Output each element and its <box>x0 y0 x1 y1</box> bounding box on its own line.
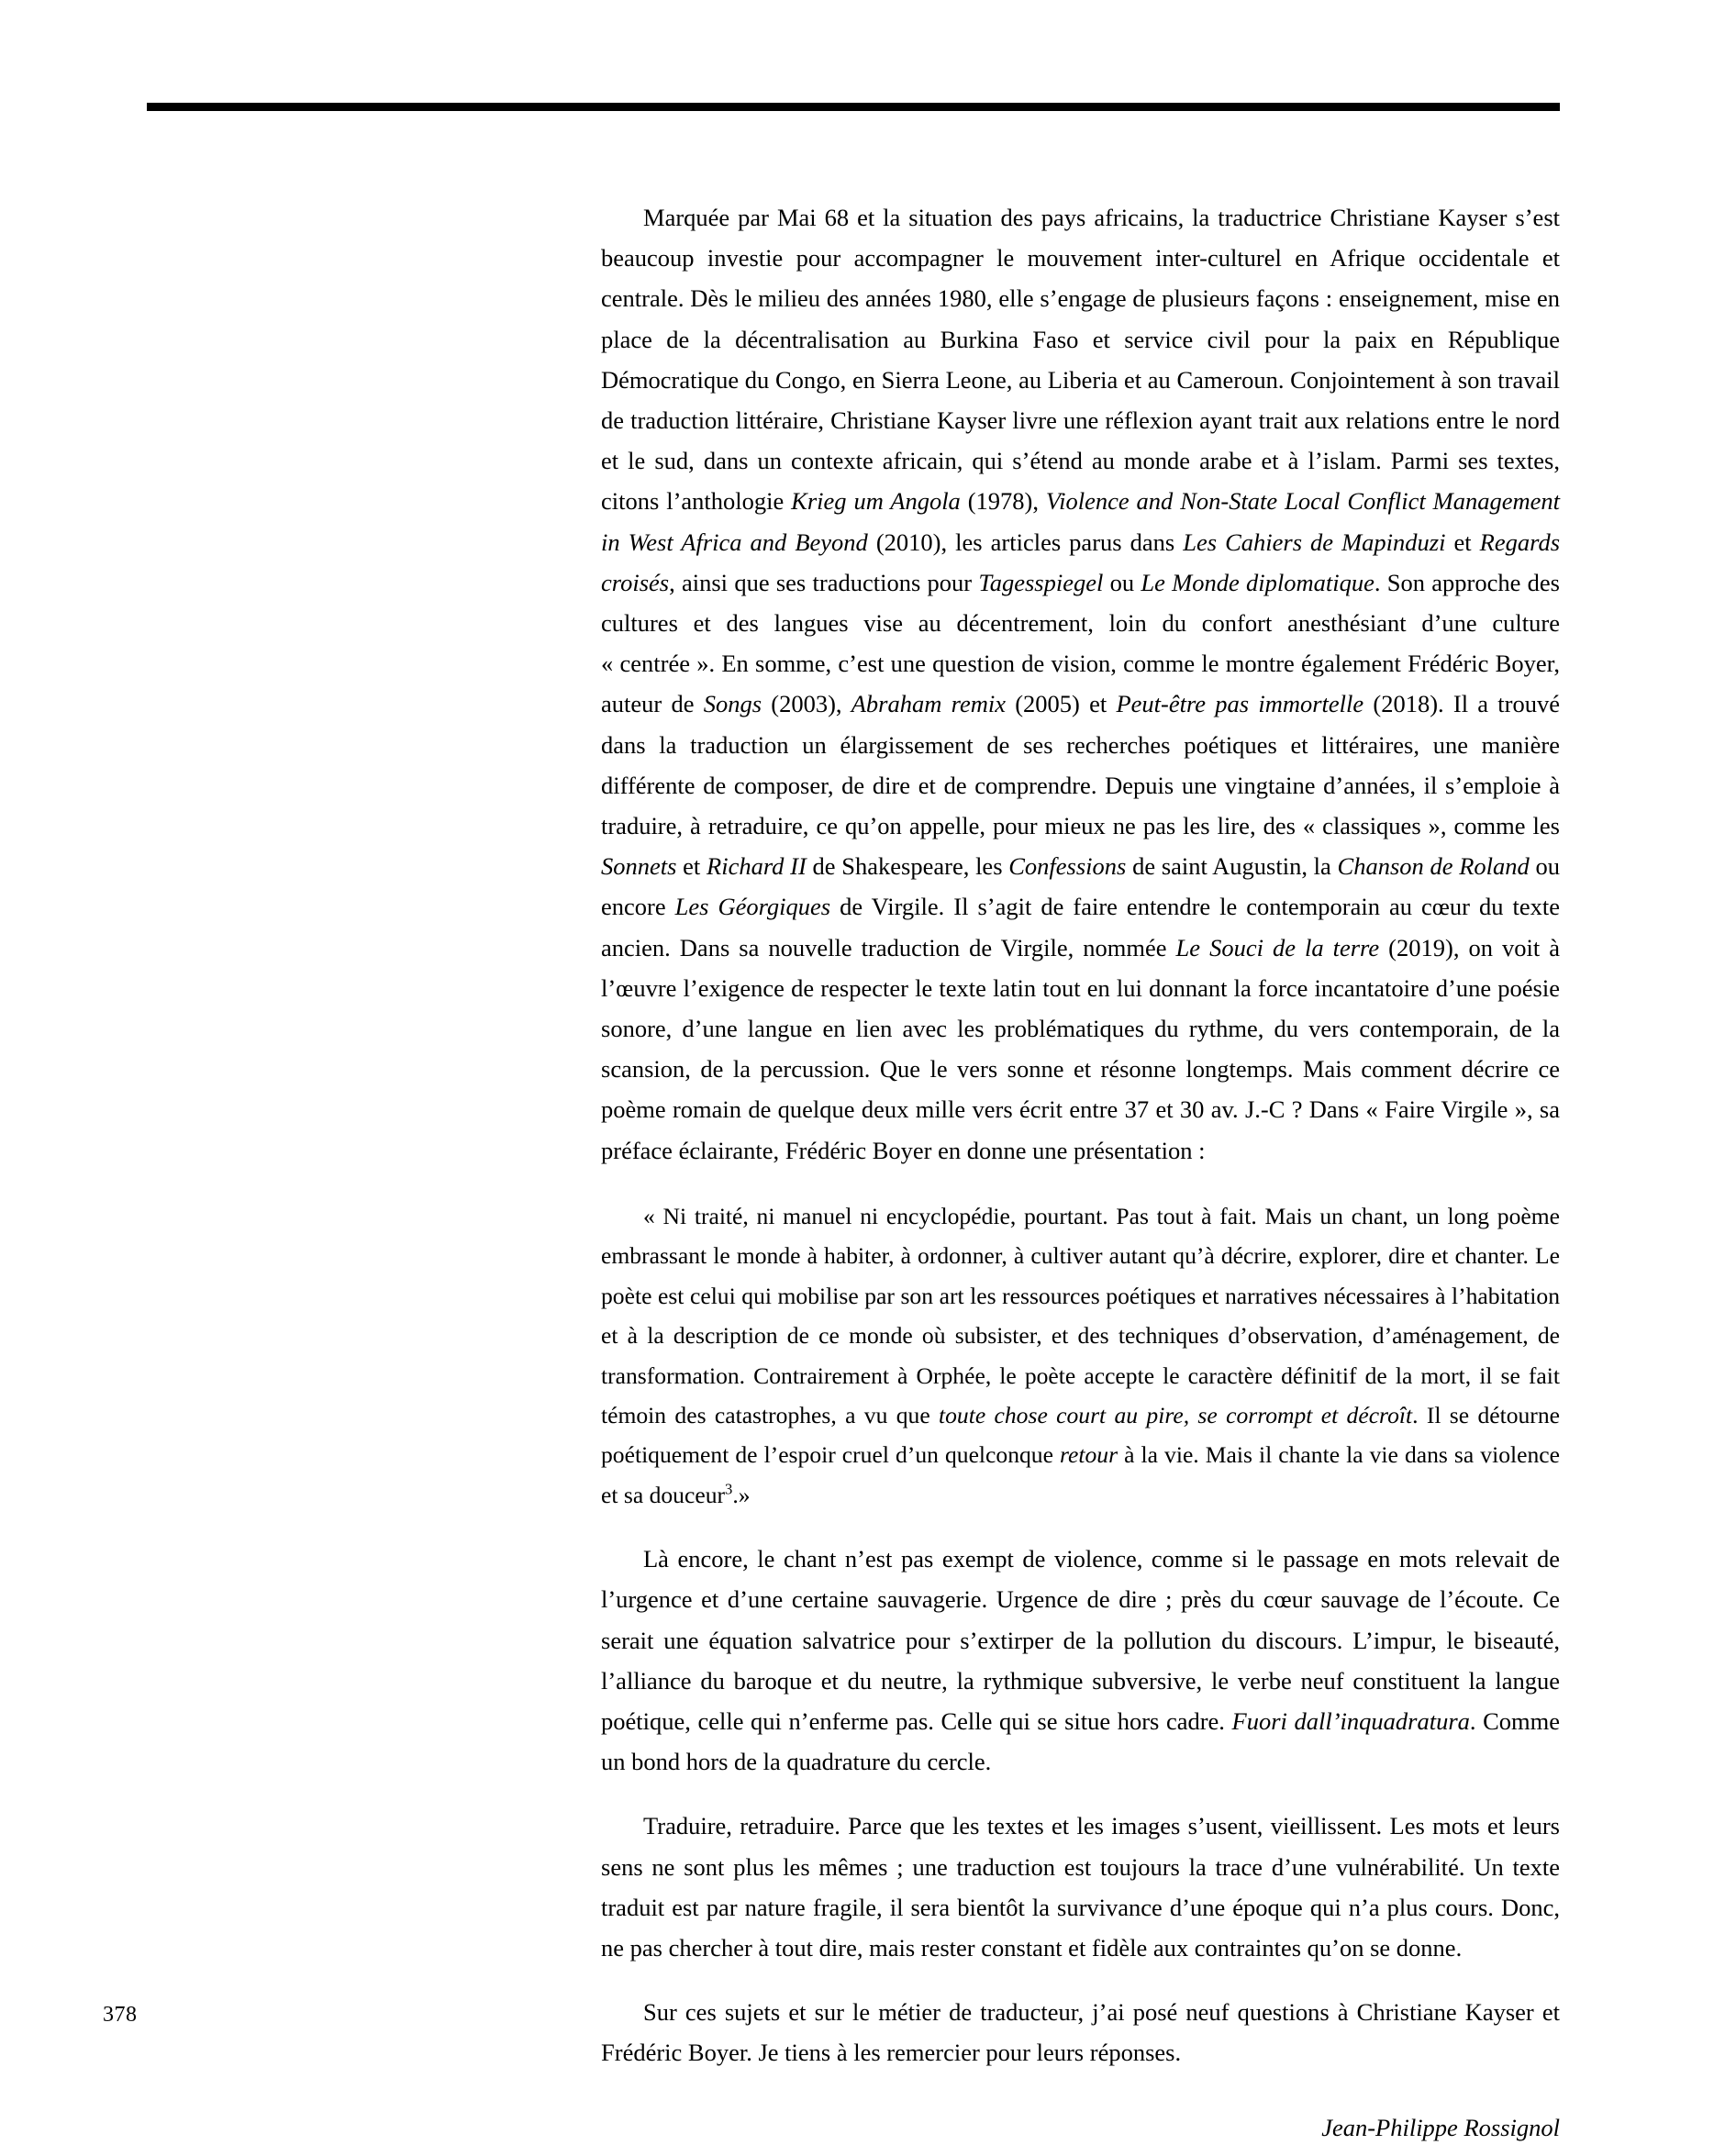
quote-paragraph: « Ni traité, ni manuel ni encyclopédie, pourtant. Pas tout à fait. Mais un chant, un long poème embrassant le monde à habiter, à ordonner, à cultiver autant qu’à décrire, explorer, dire et chanter. Le poète est celui qui mobilise par son art les ressources poétiques et narratives nécessaires à l’habitation et à la description de ce monde où subsister, et des techniques d’observation, d’aménagement, de transformation. Contrairement à Orphée, le poète accepte le caractère définitif de la mort, il se fait témoin des catastrophes, a vu que toute chose court au pire, se corrompt et décroît. Il se détourne poétiquement de l’espoir cruel d’un quelconque retour à la vie. Mais il chante la vie dans sa violence et sa douceur$^3$.» <box>601 1202 1560 1508</box>
author-signature: Jean-Philippe Rossignol <box>1321 2113 1560 2141</box>
paragraph-intro: Marquée par Mai 68 et la situation des pays africains, la traductrice Christiane Kayser s’est beaucoup investie pour accompagner le mouvement inter-culturel en Afrique occidentale et centrale. Dès le milieu des années 1980, elle s’engage de plusieurs façons : enseignement, mise en place de la décentralisation au Burkina Faso et service civil pour la paix en République Démocratique du Congo, en Sierra Leone, au Liberia et au Cameroun. Conjointement à son travail de traduction littéraire, Christiane Kayser livre une réflexion ayant trait aux relations entre le nord et le sud, dans un contexte africain, qui s’étend au monde arabe et à l’islam. Parmi ses textes, citons l’anthologie Krieg um Angola (1978), Violence and Non-State Local Conflict Management in West Africa and Beyond (2010), les articles parus dans Les Cahiers de Mapinduzi et Regards croisés, ainsi que ses traductions pour Tagesspiegel ou Le Monde diplomatique. Son approche des cultures et des langues vise au décentrement, loin du confort anesthésiant d’une culture « centrée ». En somme, c’est une question de vision, comme le montre également Frédéric Boyer, auteur de Songs (2003), Abraham remix (2005) et Peut-être pas immortelle (2018). Il a trouvé dans la traduction un élargissement de ses recherches poétiques et littéraires, une manière différente de composer, de dire et de comprendre. Depuis une vingtaine d’années, il s’emploie à traduire, à retraduire, ce qu’on appelle, pour mieux ne pas les lire, des « classiques », comme les Sonnets et Richard II de Shakespeare, les Confessions de saint Augustin, la Chanson de Roland ou encore Les Géorgiques de Virgile. Il s’agit de faire entendre le contemporain au cœur du texte ancien. Dans sa nouvelle traduction de Virgile, nommée Le Souci de la terre (2019), on voit à l’œuvre l’exigence de respecter le texte latin tout en lui donnant la force incantatoire d’une poésie sonore, d’une langue en lien avec les problématiques du rythme, du vers contemporain, de la scansion, de la percussion. Que le vers sonne et résonne longtemps. Mais comment décrire ce poème romain de quelque deux mille vers écrit entre 37 et 30 av. J.-C ? Dans « Faire Virgile », sa préface éclairante, Frédéric Boyer en donne une présentation : <box>601 204 1561 1164</box>
page-number: 378 <box>103 2003 138 2027</box>
paragraph-two: Là encore, le chant n’est pas exempt de violence, comme si le passage en mots relevait de l’urgence et d’une certaine sauvagerie. Urgence de dire ; près du cœur sauvage de l’écoute. Ce serait une équation salvatrice pour s’extirper de la pollution du discours. L’impur, le biseauté, l’alliance du baroque et du neutre, la rythmique subversive, le verbe neuf constituent la langue poétique, celle qui n’enferme pas. Celle qui se situe hors cadre. Fuori dall’inquadratura. Comme un bond hors de la quadrature du cercle. <box>601 1545 1561 1776</box>
header-rule <box>147 103 1560 111</box>
paragraph-three: Traduire, retraduire. Parce que les textes et les images s’usent, vieillissent. Les mots et leurs sens ne sont plus les mêmes ; une traduction est toujours la trace d’une vulnérabilité. Un texte traduit est par nature fragile, il sera bientôt la survivance d’une époque qui n’a plus cours. Donc, ne pas chercher à tout dire, mais rester constant et fidèle aux contraintes qu’on se donne. <box>601 1812 1560 1962</box>
paragraph-four: Sur ces sujets et sur le métier de traducteur, j’ai posé neuf questions à Christiane Kayser et Frédéric Boyer. Je tiens à les remercier pour leurs réponses. <box>601 1998 1560 2067</box>
block-quote <box>601 1196 1560 1515</box>
text-column <box>601 197 1560 2142</box>
